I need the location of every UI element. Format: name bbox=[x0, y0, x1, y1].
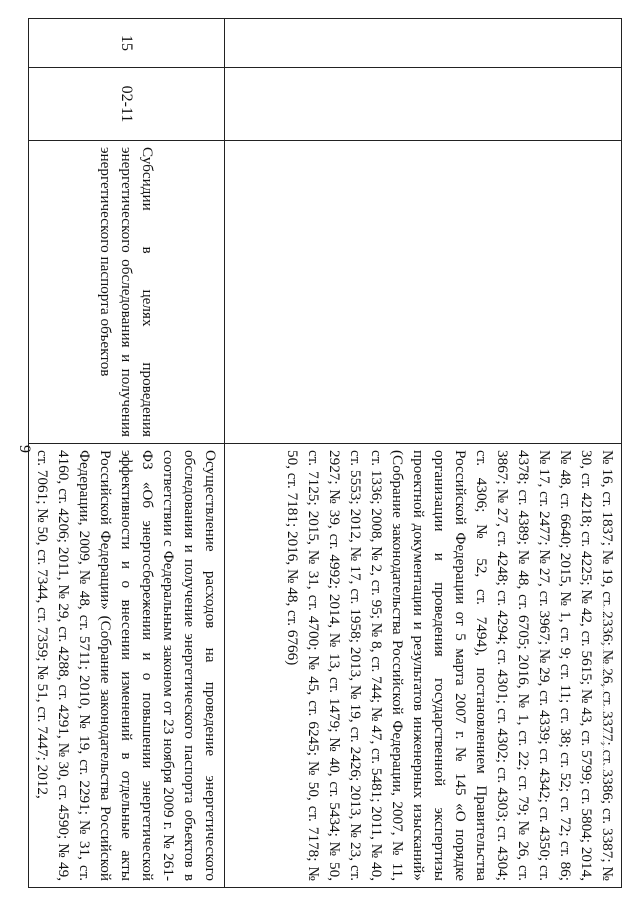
page-number: 9 bbox=[16, 445, 33, 453]
row-basis-cell: № 16, ст. 1837; № 19, ст. 2336; № 26, ст. 3377; ст. 3386; ст. 3387; № 30, ст. 4218; ст. 4225; № 42, ст. 5615; № 43, ст. 5799; ст. 5804; 2014, № 48, ст. 6640; 2015, № 1, ст. 9; ст. 11; ст. 38; ст. 52; ст. 72; ст. 86; № 17, ст. 2477; № 27, ст. 3967; № 29, ст. 4339; ст. 4342; ст. 4350; ст. 4378; ст. 4389; № 48, ст. 6705; 2016, № 1, ст. 22; ст. 79; № 26, ст. 3867; № 27, ст. 4248; ст. 4294; ст. 4301; ст. 4302; ст. 4303; ст. 4304; ст. 4306; № 52, ст. 7494), постановлением Правительства Российской Федерации от 5 марта 2007 г. № 145 «О порядке организации и проведения государственной экспертизы проектной документации и результатов инженерных изысканий» (Собрание законодательства Российской Федерации, 2007, № 11, ст. 1336; 2008, № 2, ст. 95; № 8, ст. 744; № 47, ст. 5481; 2011, № 40, ст. 5553; 2012, № 17, ст. 1958; 2013, № 19, ст. 2426; 2013, № 23, ст. 2927; № 39, ст. 4992; 2014, № 13, ст. 1479; № 40, ст. 5434; № 50, ст. 7125; 2015, № 31, ст. 4700; № 45, ст. 6245; № 50, ст. 7178; № 50, ст. 7181; 2016, № 48, ст. 6766) bbox=[225, 444, 622, 888]
row-code-cell bbox=[225, 68, 622, 141]
subsidy-table bbox=[28, 18, 622, 888]
scan-edge-mark bbox=[603, 600, 634, 780]
row-name-cell: Субсидии в целях проведения энергетического обследования и получения энергетического паспорта объектов bbox=[29, 141, 225, 444]
table-row bbox=[29, 19, 225, 888]
row-name-cell bbox=[225, 141, 622, 444]
row-number-cell: 15 bbox=[29, 19, 225, 68]
table-row bbox=[225, 19, 622, 888]
row-number-cell bbox=[225, 19, 622, 68]
document-table-rotated bbox=[30, 18, 622, 888]
row-code-cell: 02-11 bbox=[29, 68, 225, 141]
row-basis-cell: Осуществление расходов на проведение энергетического обследования и получение энергетического паспорта объектов в соответствии с Федеральным законом от 23 ноября 2009 г. № 261-ФЗ «Об энергосбережении и о повышении энергетической эффективности и о внесении изменений в отдельные акты Российской Федерации» (Собрание законодательства Российской Федерации, 2009, № 48, ст. 5711; 2010, № 19, ст. 2291; № 31, ст. 4160, ст. 4206; 2011, № 29, ст. 4288, ст. 4291, № 30, ст. 4590; № 49, ст. 7061; № 50, ст. 7344, ст. 7359; № 51, ст. 7447; 2012, bbox=[29, 444, 225, 888]
